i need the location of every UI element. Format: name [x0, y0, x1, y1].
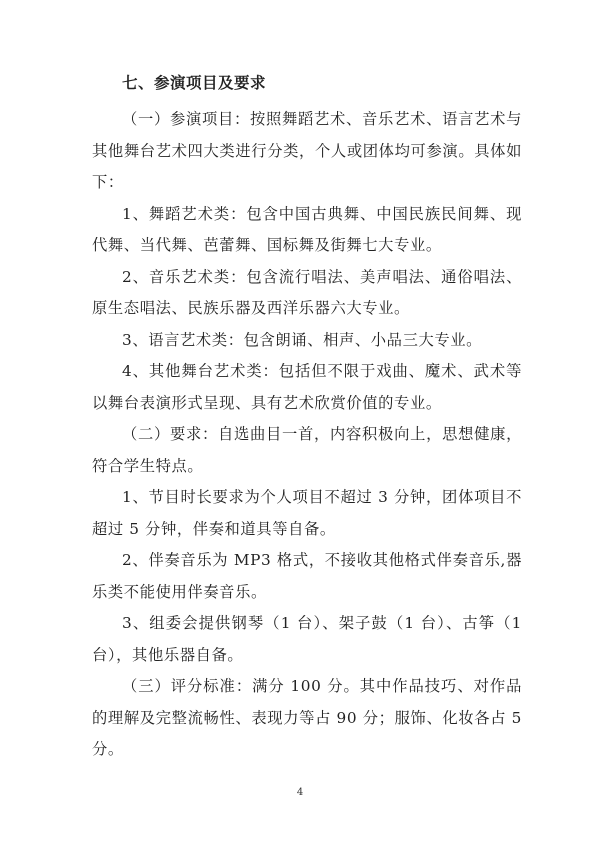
paragraph-other-stage-category: 4、其他舞台艺术类：包括但不限于戏曲、魔术、武术等以舞台表演形式呈现、具有艺术欣赏价值的专业。 [92, 362, 522, 412]
paragraph-language-category: 3、语言艺术类：包含朗诵、相声、小品三大专业。 [122, 330, 483, 349]
section-heading: 七、参演项目及要求 [122, 74, 267, 92]
paragraph-instruments-provided: 3、组委会提供钢琴（1 台）、架子鼓（1 台）、古筝（1 台），其他乐器自备。 [92, 614, 522, 664]
paragraph-dance-category: 1、舞蹈艺术类：包含中国古典舞、中国民族民间舞、现代舞、当代舞、芭蕾舞、国标舞及街舞七大专业。 [92, 204, 522, 254]
paragraph-requirements: （二）要求：自选曲目一首，内容积极向上，思想健康，符合学生特点。 [92, 425, 522, 475]
document-body [92, 72, 522, 766]
page-number: 4 [296, 787, 304, 798]
paragraph-accompaniment-requirement: 2、伴奏音乐为 MP3 格式，不接收其他格式伴奏音乐,器乐类不能使用伴奏音乐。 [92, 551, 522, 601]
paragraph-duration-requirement: 1、节目时长要求为个人项目不超过 3 分钟，团体项目不超过 5 分钟，伴奏和道具等自备。 [92, 488, 522, 538]
paragraph-scoring-criteria: （三）评分标准：满分 100 分。其中作品技巧、对作品的理解及完整流畅性、表现力等占 90 分；服饰、化妆各占 5 分。 [92, 677, 522, 758]
paragraph-participation-categories: （一）参演项目：按照舞蹈艺术、音乐艺术、语言艺术与其他舞台艺术四大类进行分类，个人或团体均可参演。具体如下： [92, 110, 522, 191]
paragraph-music-category: 2、音乐艺术类：包含流行唱法、美声唱法、通俗唱法、原生态唱法、民族乐器及西洋乐器六大专业。 [92, 267, 522, 317]
